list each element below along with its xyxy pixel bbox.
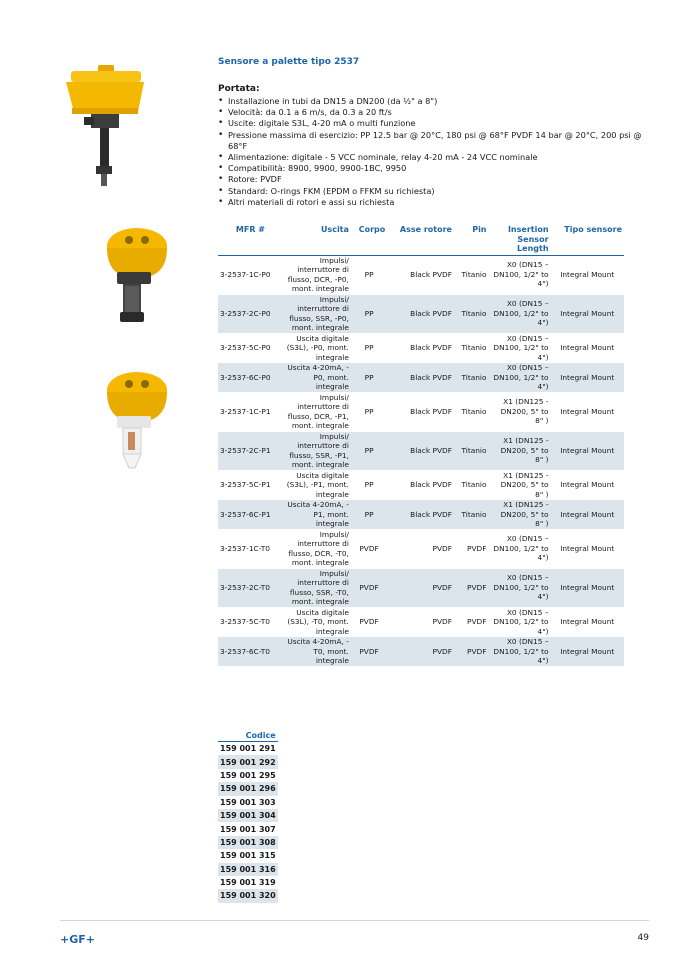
table-row xyxy=(218,333,624,363)
cell-pin: Titanio xyxy=(461,480,487,489)
list-item: • Alimentazione: digitale - 5 VCC nominale, relay 4-20 mA - 24 VCC nominale xyxy=(218,152,658,163)
cell-uscita: Impulsi/ interruttore di flusso, DCR, -P1, mont. integrale xyxy=(287,392,349,430)
cell-pin: Titanio xyxy=(461,343,487,352)
sensor-yellow-cap-icon xyxy=(60,62,150,192)
cell-mfr: 3-2537-2C-T0 xyxy=(218,568,283,607)
cell-mfr: 3-2537-6C-T0 xyxy=(218,637,283,667)
footer-divider xyxy=(60,920,649,921)
cell-uscita: Impulsi/ interruttore di flusso, SSR, -P0, mont. integrale xyxy=(283,294,351,333)
cell-corpo: PP xyxy=(364,480,374,489)
cell-corpo: PP xyxy=(351,363,387,393)
code-cell: 159 001 315 xyxy=(220,851,276,861)
cell-asse: Black PVDF xyxy=(410,480,452,489)
cell-corpo: PP xyxy=(351,294,387,333)
code-cell: 159 001 304 xyxy=(218,809,278,822)
cell-mfr: 3-2537-5C-P1 xyxy=(220,480,271,489)
code-cell: 159 001 307 xyxy=(220,824,276,834)
cell-tipo: Integral Mount xyxy=(560,406,615,416)
cell-corpo: PP xyxy=(364,343,374,352)
table-row xyxy=(218,363,624,393)
cell-tipo: Integral Mount xyxy=(560,480,615,489)
page-number: 49 xyxy=(637,933,649,943)
code-cell: 159 001 316 xyxy=(218,863,278,876)
table-row xyxy=(218,529,624,568)
cell-uscita: Impulsi/ interruttore di flusso, DCR, -T0, mont. integrale xyxy=(288,529,349,567)
table-row xyxy=(218,568,624,607)
feature-list xyxy=(218,96,658,208)
cell-uscita: Uscita 4-20mA, -P1, mont. integrale xyxy=(283,500,351,530)
code-cell: 159 001 291 xyxy=(220,744,276,754)
cell-corpo: PVDF xyxy=(359,617,379,626)
list-item: • Pressione massima di esercizio: PP 12.5 bar @ 20°C, 180 psi @ 68°F PVDF 14 bar @ 20°C, 200 psi @ 68°F xyxy=(218,130,658,152)
cell-corpo: PP xyxy=(351,431,387,470)
cell-mfr: 3-2537-5C-P0 xyxy=(220,343,271,352)
cell-tipo: Integral Mount xyxy=(560,543,615,553)
cell-mfr: 3-2537-2C-P0 xyxy=(218,294,283,333)
cell-asse: Black PVDF xyxy=(410,406,452,416)
code-cell: 159 001 296 xyxy=(218,782,278,795)
cell-pin: Titanio xyxy=(454,500,489,530)
list-item: • Rotore: PVDF xyxy=(218,174,658,185)
cell-tipo: Integral Mount xyxy=(551,637,624,667)
cell-asse: PVDF xyxy=(432,617,452,626)
cell-corpo: PVDF xyxy=(351,568,387,607)
cell-pin: Titanio xyxy=(461,269,487,279)
cell-mfr: 3-2537-6C-P0 xyxy=(218,363,283,393)
cell-mfr: 3-2537-6C-P1 xyxy=(218,500,283,530)
cell-corpo: PP xyxy=(364,406,374,416)
table-row xyxy=(218,470,624,500)
cell-uscita: Uscita digitale (S3L), -P1, mont. integrale xyxy=(286,470,349,499)
cell-uscita: Impulsi/ interruttore di flusso, SSR, -P1, mont. integrale xyxy=(283,431,351,470)
table-row xyxy=(218,637,624,667)
gf-logo: +GF+ xyxy=(60,933,95,946)
list-item: • Installazione in tubi da DN15 a DN200 (da ½" a 8") xyxy=(218,96,658,107)
list-item: • Altri materiali di rotori e assi su richiesta xyxy=(218,197,658,208)
cell-pin: PVDF xyxy=(454,568,489,607)
cell-pin: PVDF xyxy=(467,543,487,553)
cell-pin: Titanio xyxy=(454,363,489,393)
cell-tipo: Integral Mount xyxy=(560,617,615,626)
cell-asse: PVDF xyxy=(387,637,454,667)
list-item: • Uscite: digitale S3L, 4-20 mA o multi funzione xyxy=(218,118,658,129)
column-header: Uscita xyxy=(320,225,349,234)
cell-insertion: X0 (DN15 – DN100, 1/2" to 4") xyxy=(489,294,551,333)
column-header: Pin xyxy=(472,225,487,234)
cell-insertion: X0 (DN15 – DN100, 1/2" to 4") xyxy=(489,637,551,667)
cell-insertion: X0 (DN15 – DN100, 1/2" to 4") xyxy=(489,363,551,393)
table-header-row xyxy=(218,224,624,255)
codes-table xyxy=(218,730,278,903)
cell-uscita: Impulsi/ interruttore di flusso, DCR, -P0, mont. integrale xyxy=(287,255,349,293)
cell-uscita: Uscita 4-20mA, -T0, mont. integrale xyxy=(283,637,351,667)
table-row xyxy=(218,500,624,530)
cell-uscita: Uscita 4-20mA, -P0, mont. integrale xyxy=(283,363,351,393)
table-row xyxy=(218,431,624,470)
list-item: • Compatibilità: 8900, 9900, 9900-1BC, 9950 xyxy=(218,163,658,174)
cell-insertion: X0 (DN15 – DN100, 1/2" to 4") xyxy=(493,534,549,563)
column-header: Insertion Sensor Length xyxy=(507,225,549,253)
code-cell: 159 001 303 xyxy=(220,797,276,807)
cell-insertion: X0 (DN15 – DN100, 1/2" to 4") xyxy=(493,333,549,362)
cell-asse: Black PVDF xyxy=(387,294,454,333)
code-cell: 159 001 308 xyxy=(218,836,278,849)
codes-header: Codice xyxy=(218,730,278,742)
list-item: • Standard: O-rings FKM (EPDM o FFKM su richiesta) xyxy=(218,186,658,197)
table-row xyxy=(218,255,624,294)
cell-insertion: X0 (DN15 – DN100, 1/2" to 4") xyxy=(489,568,551,607)
cell-corpo: PP xyxy=(351,500,387,530)
cell-uscita: Uscita digitale (S3L), -P0, mont. integrale xyxy=(286,333,349,362)
cell-corpo: PVDF xyxy=(351,637,387,667)
section-heading: Portata: xyxy=(218,84,260,94)
cell-asse: Black PVDF xyxy=(410,343,452,352)
column-header: MFR # xyxy=(235,225,265,234)
list-item: • Velocità: da 0.1 a 6 m/s, da 0.3 a 20 ft/s xyxy=(218,107,658,118)
sensor-white-body-icon xyxy=(95,370,175,475)
cell-mfr: 3-2537-5C-T0 xyxy=(220,617,270,626)
spec-table xyxy=(218,224,624,667)
column-header: Asse rotore xyxy=(399,225,452,234)
cell-insertion: X1 (DN125 - DN200, 5" to 8" ) xyxy=(489,500,551,530)
cell-asse: Black PVDF xyxy=(387,500,454,530)
cell-asse: PVDF xyxy=(387,568,454,607)
cell-mfr: 3-2537-1C-T0 xyxy=(220,543,270,553)
cell-tipo: Integral Mount xyxy=(551,294,624,333)
code-cell: 159 001 295 xyxy=(220,770,276,780)
cell-insertion: X1 (DN125 - DN200, 5" to 8" ) xyxy=(500,397,549,426)
cell-insertion: X1 (DN125 - DN200, 5" to 8" ) xyxy=(500,470,549,499)
cell-tipo: Integral Mount xyxy=(551,363,624,393)
table-row xyxy=(218,607,624,637)
cell-mfr: 3-2537-1C-P1 xyxy=(220,406,271,416)
cell-tipo: Integral Mount xyxy=(551,500,624,530)
cell-asse: Black PVDF xyxy=(410,269,452,279)
column-header: Corpo xyxy=(358,225,386,234)
cell-pin: Titanio xyxy=(454,431,489,470)
cell-insertion: X0 (DN15 – DN100, 1/2" to 4") xyxy=(493,260,549,289)
code-cell: 159 001 292 xyxy=(218,755,278,768)
cell-insertion: X0 (DN15 – DN100, 1/2" to 4") xyxy=(493,607,549,636)
cell-tipo: Integral Mount xyxy=(551,431,624,470)
cell-tipo: Integral Mount xyxy=(560,269,615,279)
column-header: Tipo sensore xyxy=(564,225,622,234)
cell-mfr: 3-2537-1C-P0 xyxy=(220,269,271,279)
cell-corpo: PP xyxy=(364,269,374,279)
cell-mfr: 3-2537-2C-P1 xyxy=(218,431,283,470)
cell-pin: Titanio xyxy=(454,294,489,333)
table-row xyxy=(218,392,624,431)
cell-pin: Titanio xyxy=(461,406,487,416)
cell-pin: PVDF xyxy=(454,637,489,667)
code-cell: 159 001 319 xyxy=(220,878,276,888)
cell-corpo: PVDF xyxy=(359,543,379,553)
sensor-black-body-icon xyxy=(95,226,175,331)
cell-uscita: Impulsi/ interruttore di flusso, SSR, -T0, mont. integrale xyxy=(283,568,351,607)
cell-asse: PVDF xyxy=(432,543,452,553)
cell-tipo: Integral Mount xyxy=(551,568,624,607)
cell-pin: PVDF xyxy=(467,617,487,626)
cell-tipo: Integral Mount xyxy=(560,343,615,352)
page-title: Sensore a palette tipo 2537 xyxy=(218,57,360,67)
cell-uscita: Uscita digitale (S3L), -T0, mont. integrale xyxy=(287,607,349,636)
cell-insertion: X1 (DN125 - DN200, 5" to 8" ) xyxy=(489,431,551,470)
code-cell: 159 001 320 xyxy=(218,889,278,902)
table-row xyxy=(218,294,624,333)
cell-asse: Black PVDF xyxy=(387,431,454,470)
cell-asse: Black PVDF xyxy=(387,363,454,393)
